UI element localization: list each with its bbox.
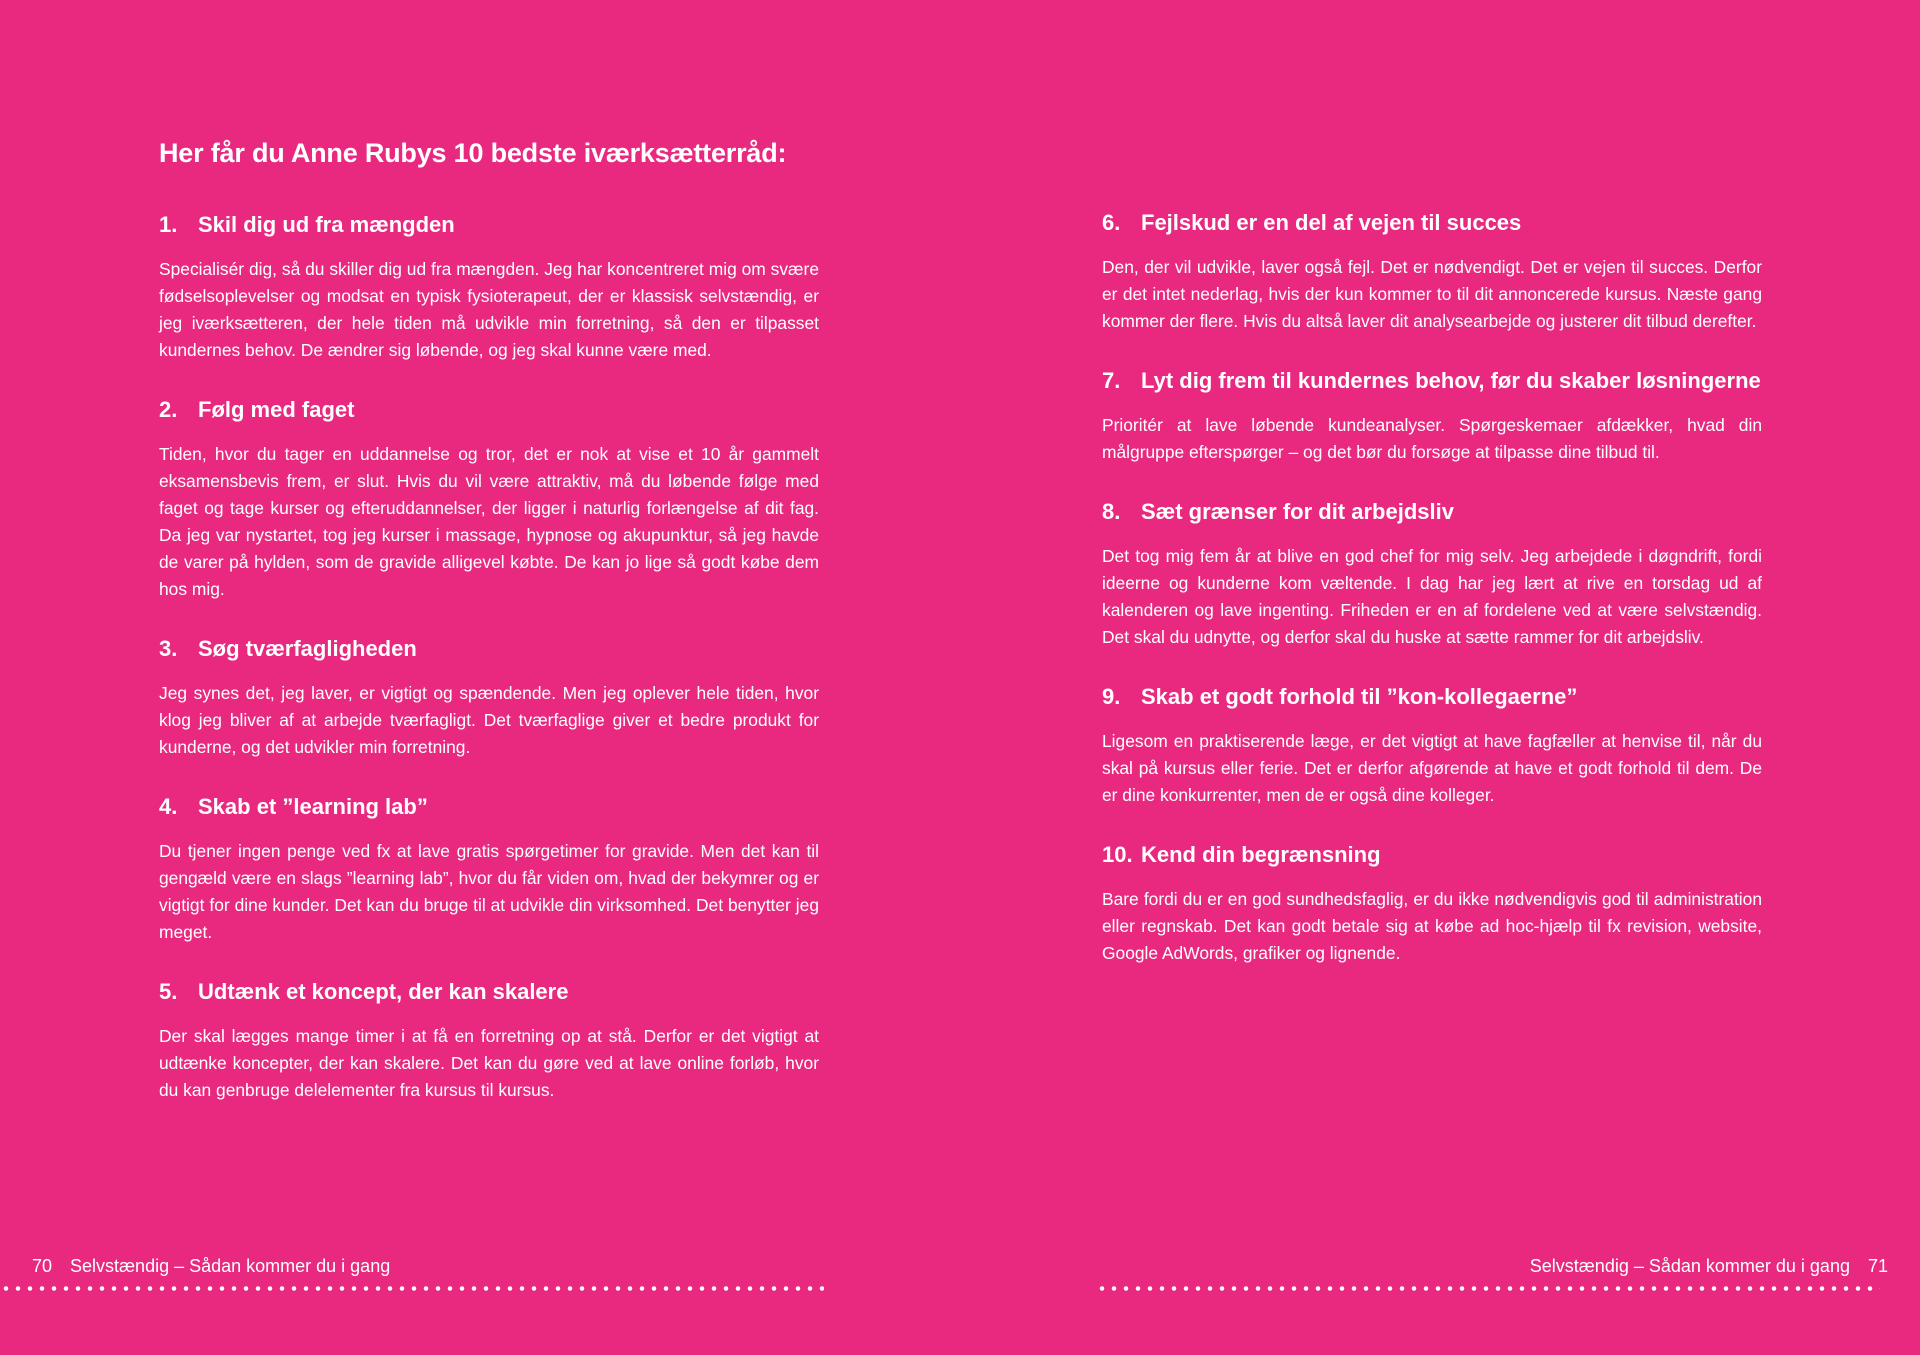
page-number: 70 [32, 1256, 53, 1276]
tip-body: Det tog mig fem år at blive en god chef for mig selv. Jeg arbejdede i døgndrift, fordi ideerne og kunderne kom væltende. I dag har jeg lært at rive en torsdag ud af kalenderen og lave ingenting. Friheden er en af fordelene ved at være selvstændig. Det skal du udnytte, og derfor skal du huske at sætte rammer for dit arbejdsliv. [1102, 546, 1762, 647]
tip-body: Du tjener ingen penge ved fx at lave gratis spørgetimer for gravide. Men det kan til gengæld være en slags ”learning lab”, hvor du får viden om, hvad der bekymrer og er vigtigt for dine kunder. Det kan du bruge til at udvikle din virksomhed. Det benytter jeg meget. [159, 841, 819, 942]
tip-number: 7. [1102, 368, 1121, 393]
tip-body: Bare fordi du er en god sundhedsfaglig, er du ikke nødvendigvis god til administration eller regnskab. Det kan godt betale sig at købe ad hoc-hjælp til fx revision, website, Google AdWords, grafiker og lignende. [1102, 889, 1762, 963]
tip-number: 10. [1102, 842, 1133, 867]
tip-number: 4. [159, 794, 178, 819]
tip-heading [1102, 497, 1762, 527]
tip-2 [159, 395, 819, 603]
tip-heading [1102, 208, 1762, 238]
tip-6 [1102, 208, 1762, 335]
right-page [960, 0, 1920, 1355]
dotted-rule [1096, 1286, 1880, 1291]
footer-left [32, 1254, 390, 1278]
tip-number: 1. [159, 212, 178, 237]
tip-heading [159, 792, 819, 822]
right-tips-column [1102, 208, 1762, 998]
left-tips-column [159, 210, 819, 1135]
tip-body: Jeg synes det, jeg laver, er vigtigt og spændende. Men jeg oplever hele tiden, hvor klog jeg bliver af at arbejde tværfagligt. Det tværfaglige giver et bedre produkt for kunderne, og det udvikler min forretning. [159, 683, 819, 757]
tip-heading [159, 210, 819, 240]
tip-body: Der skal lægges mange timer i at få en forretning op at stå. Derfor er det vigtigt at udtænke koncepter, der kan skalere. Det kan du gøre ved at lave online forløb, hvor du kan genbruge delelementer fra kursus til kursus. [159, 1026, 819, 1100]
tip-7 [1102, 366, 1762, 466]
tip-title: Skab et ”learning lab” [198, 794, 428, 819]
tip-heading [159, 634, 819, 664]
tip-8 [1102, 497, 1762, 651]
tip-heading [1102, 840, 1762, 870]
tip-title: Udtænk et koncept, der kan skalere [198, 979, 569, 1004]
tip-title: Søg tværfagligheden [198, 636, 417, 661]
tip-title: Kend din begrænsning [1141, 842, 1381, 867]
page-title: Her får du Anne Rubys 10 bedste iværksætterråd: [159, 138, 787, 168]
tip-heading [1102, 366, 1762, 396]
tip-heading [159, 395, 819, 425]
tip-body: Den, der vil udvikle, laver også fejl. Det er nødvendigt. Det er vejen til succes. Derfor er det intet nederlag, hvis der kun kommer to til dit annoncerede kursus. Næste gang kommer der flere. Hvis du altså laver dit analysearbejde og justerer dit tilbud derefter. [1102, 257, 1762, 331]
running-title: Selvstændig – Sådan kommer du i gang [1529, 1256, 1850, 1276]
tip-9 [1102, 682, 1762, 809]
footer-right [1530, 1254, 1888, 1278]
tip-number: 6. [1102, 210, 1121, 235]
tip-title: Skil dig ud fra mængden [198, 212, 455, 237]
running-title: Selvstændig – Sådan kommer du i gang [70, 1256, 391, 1276]
tip-title: Lyt dig frem til kundernes behov, før du skaber løsningerne [1141, 368, 1761, 393]
page-number: 71 [1867, 1256, 1888, 1276]
tip-body: Specialisér dig, så du skiller dig ud fra mængden. Jeg har koncentreret mig om svære fødselsoplevelser og modsat en typisk fysioterapeut, der er klassisk selvstændig, er jeg iværksætteren, der hele tiden må udvikle min forretning, så den er tilpasset kundernes behov. De ændrer sig løbende, og jeg skal kunne være med. [159, 259, 819, 360]
tip-number: 3. [159, 636, 178, 661]
tip-1 [159, 210, 819, 364]
tip-heading [159, 977, 819, 1007]
tip-number: 8. [1102, 499, 1121, 524]
tip-10 [1102, 840, 1762, 967]
tip-number: 5. [159, 979, 178, 1004]
dotted-rule [0, 1286, 824, 1291]
tip-number: 2. [159, 397, 178, 422]
tip-body: Tiden, hvor du tager en uddannelse og tror, det er nok at vise et 10 år gammelt eksamensbevis frem, er slut. Hvis du vil være attraktiv, må du løbende følge med faget og tage kurser og efteruddannelser, der ligger i naturlig forlængelse af dit fag. Da jeg var nystartet, tog jeg kurser i massage, hypnose og akupunktur, så jeg havde de varer på hylden, som de gravide alligevel købte. De kan jo lige så godt købe dem hos mig. [159, 444, 819, 599]
tip-title: Skab et godt forhold til ”kon-kollegaerne” [1141, 684, 1578, 709]
tip-body: Ligesom en praktiserende læge, er det vigtigt at have fagfæller at henvise til, når du skal på kursus eller ferie. Det er derfor afgørende at have et godt forhold til dem. De er dine konkurrenter, men de er også dine kolleger. [1102, 731, 1762, 805]
tip-heading [1102, 682, 1762, 712]
tip-3 [159, 634, 819, 761]
tip-4 [159, 792, 819, 946]
tip-number: 9. [1102, 684, 1121, 709]
tip-title: Fejlskud er en del af vejen til succes [1141, 210, 1522, 235]
tip-5 [159, 977, 819, 1104]
tip-title: Sæt grænser for dit arbejdsliv [1141, 499, 1454, 524]
tip-title: Følg med faget [198, 397, 355, 422]
tip-body: Prioritér at lave løbende kundeanalyser. Spørgeskemaer afdækker, hvad din målgruppe efterspørger – og det bør du forsøge at tilpasse dine tilbud til. [1102, 415, 1762, 462]
